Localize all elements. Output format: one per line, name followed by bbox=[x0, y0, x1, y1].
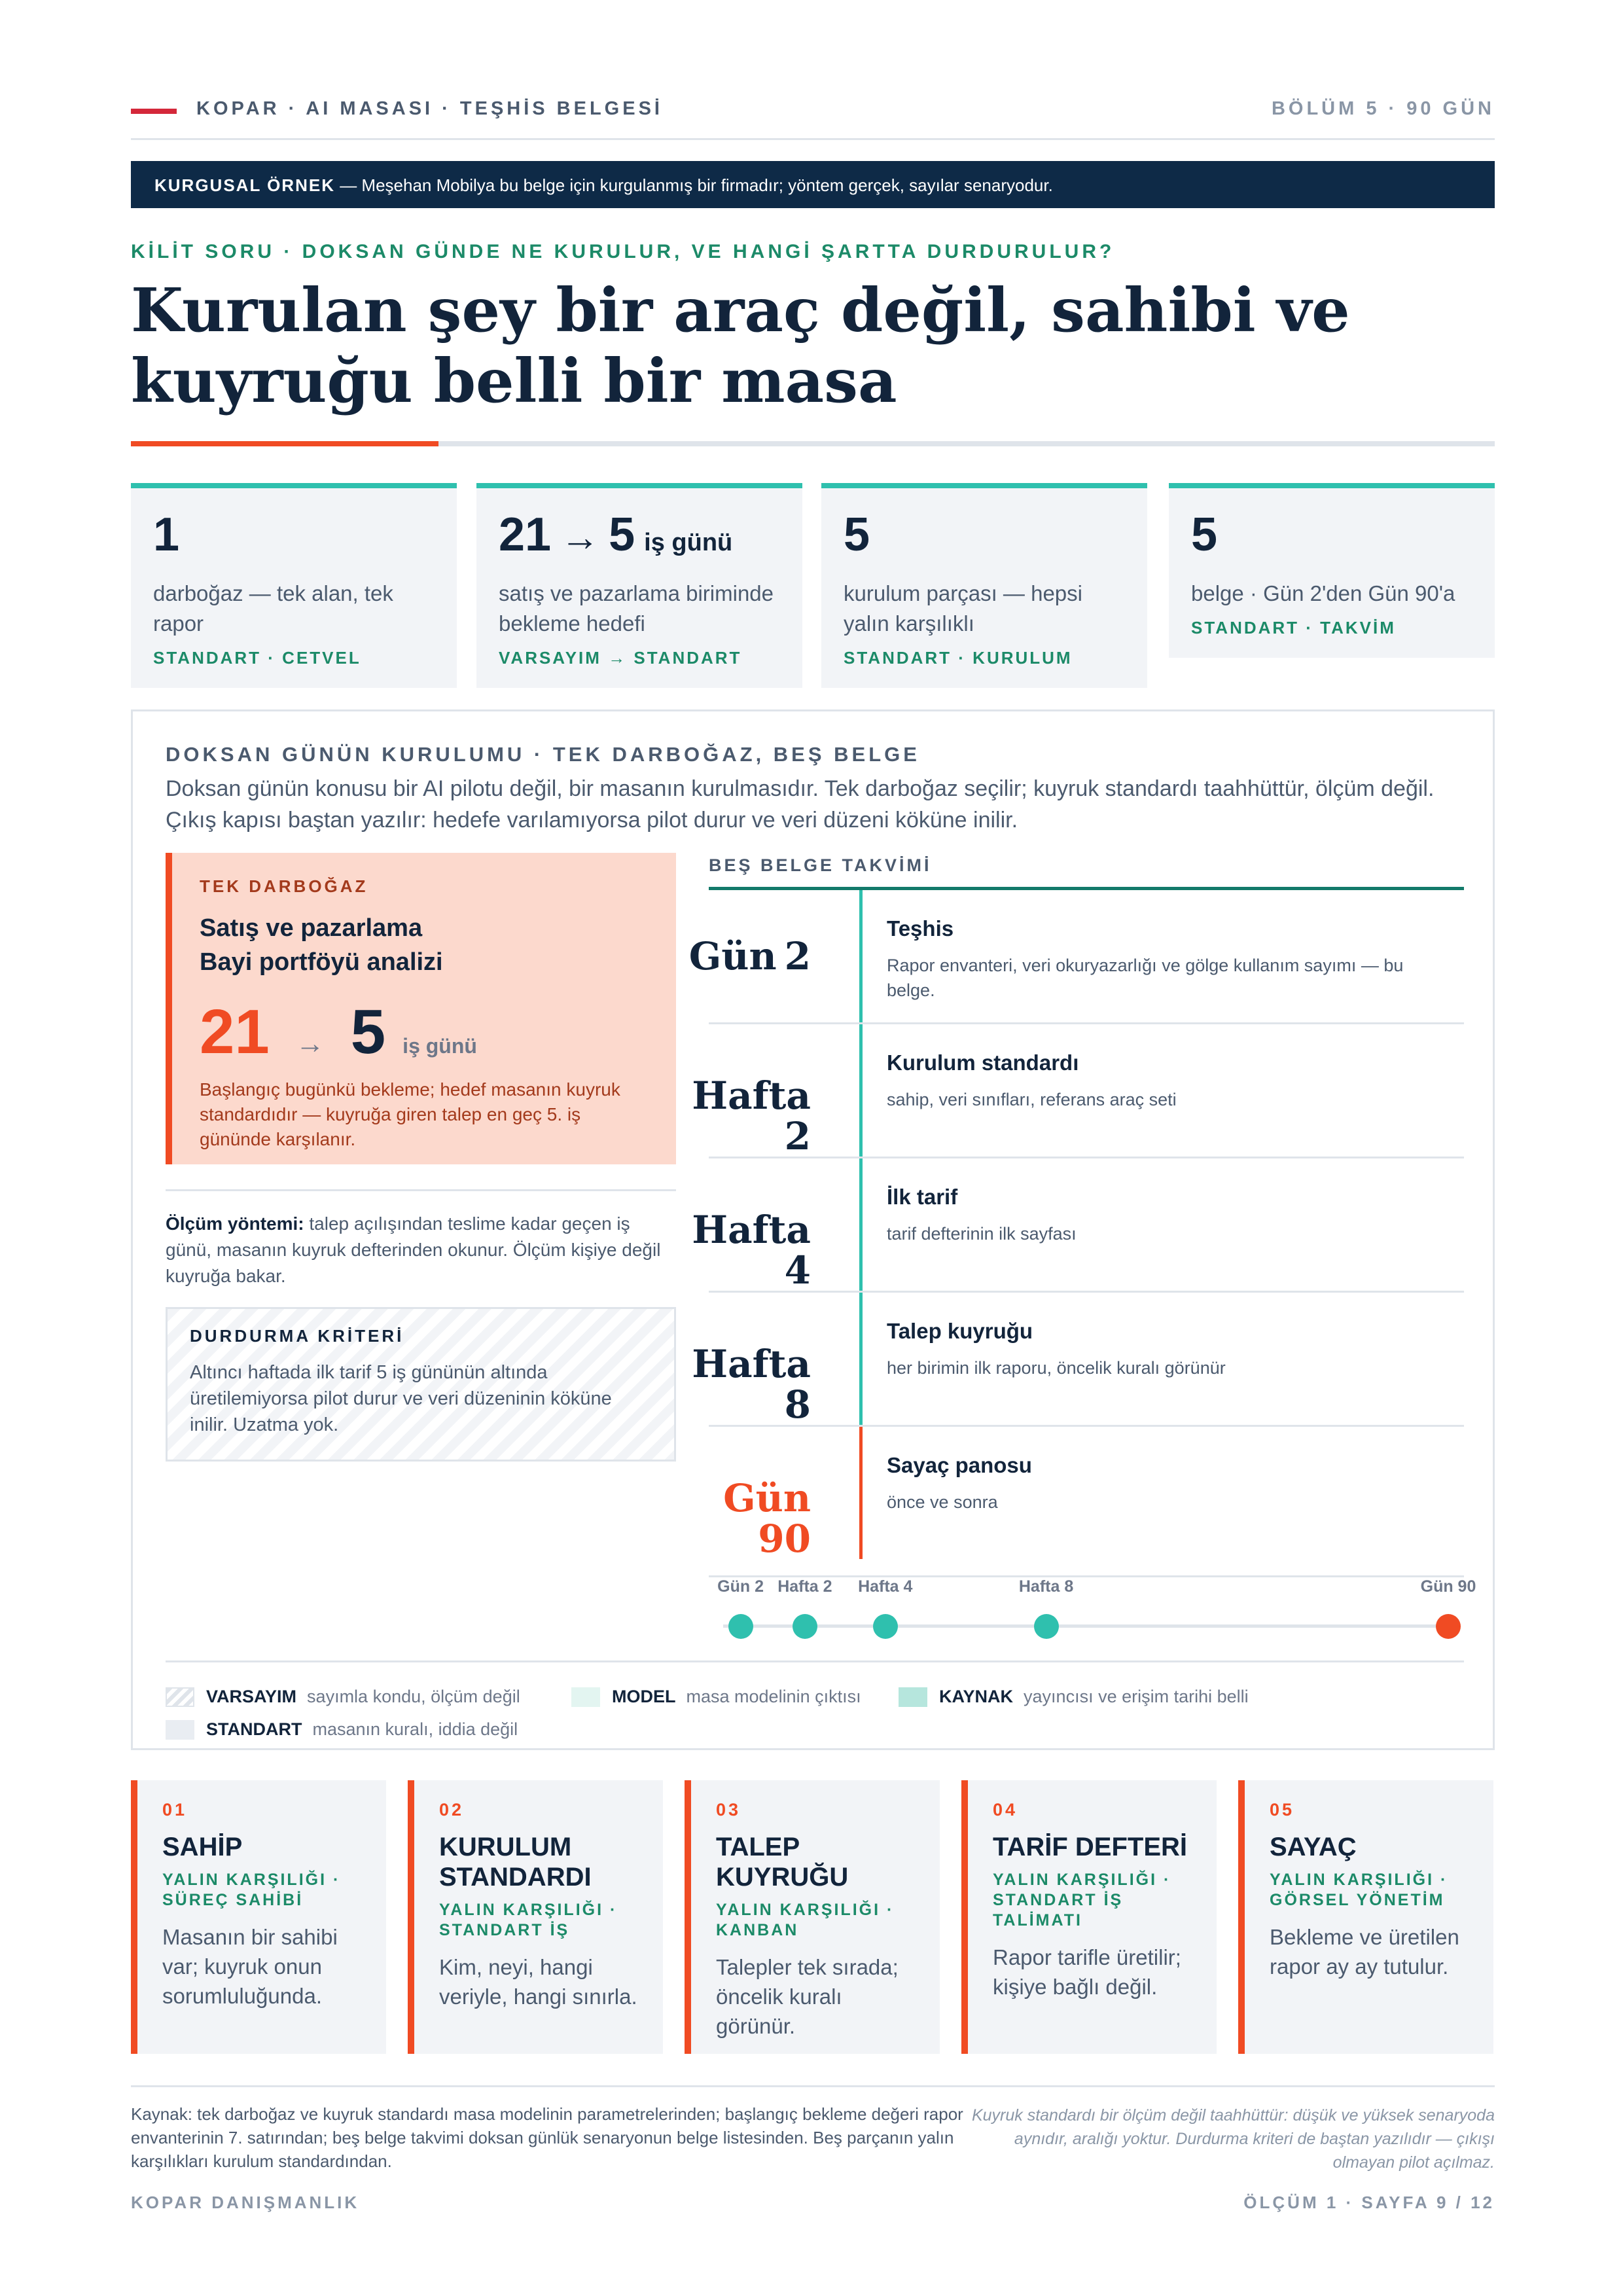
legend-rule bbox=[166, 1660, 1464, 1662]
card-title: TALEP KUYRUĞU bbox=[716, 1833, 849, 1892]
legend-item-standart bbox=[166, 1719, 518, 1740]
calendar-label: BEŞ BELGE TAKVİMİ bbox=[709, 855, 932, 875]
card-body: Masanın bir sahibi var; kuyruk onun sorumluluğunda. bbox=[162, 1925, 338, 2008]
title-rule bbox=[131, 441, 1495, 446]
timeline-tick-label: Hafta 2 bbox=[777, 1577, 832, 1596]
card-lean-equivalent: YALIN KARŞILIĞI · STANDART İŞ TALİMATI bbox=[993, 1871, 1171, 1929]
measurement-method bbox=[166, 1189, 676, 1289]
calendar-when: Gün 2 bbox=[688, 934, 811, 978]
card-title: SAYAÇ bbox=[1270, 1833, 1357, 1861]
stat-number: 1 bbox=[153, 509, 180, 561]
calendar-content bbox=[887, 1185, 1443, 1246]
calendar-row bbox=[692, 1158, 1464, 1293]
card-number: 04 bbox=[993, 1800, 1018, 1820]
setup-card-recipe-book bbox=[961, 1780, 1217, 2054]
legend-swatch bbox=[899, 1687, 927, 1707]
card-body: Kim, neyi, hangi veriyle, hangi sınırla. bbox=[439, 1955, 637, 2009]
timeline-dot bbox=[728, 1614, 753, 1639]
calendar-content bbox=[887, 1319, 1443, 1380]
stat-tag: VARSAYIM → STANDART bbox=[499, 648, 742, 668]
legend-key: STANDART bbox=[206, 1719, 302, 1739]
card-lean-equivalent: YALIN KARŞILIĞI · KANBAN bbox=[716, 1901, 895, 1939]
card-body: Rapor tarifle üretilir; kişiye bağlı değil. bbox=[993, 1945, 1181, 1999]
timeline-tick-label: Hafta 8 bbox=[1018, 1577, 1074, 1596]
bottleneck-card bbox=[166, 853, 676, 1164]
legend-key: VARSAYIM bbox=[206, 1687, 297, 1706]
card-title: SAHİP bbox=[162, 1833, 243, 1861]
stat-card-documents bbox=[1169, 483, 1495, 658]
stop-label: DURDURMA KRİTERİ bbox=[190, 1326, 404, 1346]
panel-heading: DOKSAN GÜNÜN KURULUMU · TEK DARBOĞAZ, BEŞ BELGE bbox=[166, 743, 920, 766]
calendar-content bbox=[887, 916, 1443, 1003]
stat-number: 5 bbox=[844, 509, 870, 561]
notice-text: — Meşehan Mobilya bu belge için kurgulanmış bir firmadır; yöntem gerçek, sayılar senaryodur. bbox=[334, 175, 1053, 195]
arrow-right-icon: → bbox=[560, 515, 600, 559]
stat-number-from: 21 bbox=[499, 509, 552, 561]
legend-item-model bbox=[571, 1687, 861, 1707]
card-body: Talepler tek sırada; öncelik kuralı görünür. bbox=[716, 1955, 899, 2038]
card-lean-equivalent: YALIN KARŞILIĞI · GÖRSEL YÖNETİM bbox=[1270, 1871, 1448, 1909]
legend-key: KAYNAK bbox=[939, 1687, 1014, 1706]
legend-item-kaynak bbox=[899, 1687, 1249, 1707]
brand-accent-bar bbox=[131, 109, 177, 114]
calendar-when: Hafta 2 bbox=[692, 1073, 811, 1158]
measurement-text: talep açılışından teslime kadar geçen iş günü, masanın kuyruk defterinden okunur. Ölçüm kişiye değil kuyruğa bakar. bbox=[166, 1213, 661, 1286]
card-number: 05 bbox=[1270, 1800, 1295, 1820]
calendar-when: Gün 90 bbox=[723, 1476, 811, 1561]
stat-description: belge · Gün 2'den Gün 90'a bbox=[1191, 581, 1455, 605]
timeline-tick-label: Gün 2 bbox=[717, 1577, 764, 1596]
key-question: KİLİT SORU · DOKSAN GÜNDE NE KURULUR, VE HANGİ ŞARTTA DURDURULUR? bbox=[131, 241, 1115, 262]
legend-text: sayımla kondu, ölçüm değil bbox=[307, 1687, 520, 1706]
calendar-bar bbox=[859, 1158, 863, 1291]
legend-text: masa modelinin çıktısı bbox=[686, 1687, 861, 1706]
calendar-when: Hafta 8 bbox=[692, 1342, 811, 1427]
footer-brand: KOPAR DANIŞMANLIK bbox=[131, 2193, 360, 2212]
calendar-desc: sahip, veri sınıfları, referans araç seti bbox=[887, 1090, 1177, 1109]
page-number: ÖLÇÜM 1 · SAYFA 9 / 12 bbox=[1243, 2193, 1495, 2212]
notice-label: KURGUSAL ÖRNEK bbox=[154, 175, 335, 195]
bottleneck-target bbox=[200, 996, 649, 1068]
document-brand: KOPAR · AI MASASI · TEŞHİS BELGESİ bbox=[196, 98, 663, 119]
calendar-desc: önce ve sonra bbox=[887, 1492, 998, 1512]
footer-rule bbox=[131, 2085, 1495, 2087]
panel-intro: Doksan günün konusu bir AI pilotu değil, bir masanın kurulmasıdır. Tek darboğaz seçilir; kuyruk standardı taahhüttür, ölçüm değil. Çıkış kapısı baştan yazılır: hedefe varılamıyorsa pilot durur ve veri düzeni köküne inilir. bbox=[166, 776, 1435, 833]
calendar-title: Talep kuyruğu bbox=[887, 1319, 1033, 1343]
calendar-content bbox=[887, 1453, 1443, 1515]
stat-number: 5 bbox=[1191, 509, 1218, 561]
calendar-when: Hafta 4 bbox=[692, 1208, 811, 1293]
timeline-tick-label: Gün 90 bbox=[1420, 1577, 1476, 1596]
timeline-dot bbox=[873, 1614, 898, 1639]
section-label: BÖLÜM 5 · 90 GÜN bbox=[1271, 98, 1495, 119]
stat-value bbox=[153, 508, 435, 568]
setup-card-queue bbox=[685, 1780, 940, 2054]
calendar-row bbox=[692, 1293, 1464, 1427]
timeline-line bbox=[723, 1624, 1450, 1628]
calendar-bar bbox=[859, 1024, 863, 1157]
card-number: 02 bbox=[439, 1800, 465, 1820]
bottleneck-report-name: Bayi portföyü analizi bbox=[200, 948, 443, 976]
card-number: 01 bbox=[162, 1800, 188, 1820]
timeline-dot bbox=[1034, 1614, 1059, 1639]
legend-item-varsayim bbox=[166, 1687, 520, 1707]
stat-card-setup-parts bbox=[821, 483, 1147, 688]
footer-side-note: Kuyruk standardı bir ölçüm değil taahhüttür: düşük ve yüksek senaryoda aynıdır, aralığı yoktur. Durdurma kriteri de baştan yazılıdır — çıkışı olmayan pilot açılmaz. bbox=[971, 2106, 1495, 2172]
wait-unit: iş günü bbox=[402, 1034, 477, 1058]
stat-number-to: 5 bbox=[609, 509, 635, 561]
card-body: Bekleme ve üretilen rapor ay ay tutulur. bbox=[1270, 1925, 1459, 1979]
stat-tag: STANDART · CETVEL bbox=[153, 648, 361, 668]
setup-card-owner bbox=[131, 1780, 386, 2054]
fiction-notice bbox=[131, 161, 1495, 208]
calendar-desc: tarif defterinin ilk sayfası bbox=[887, 1224, 1077, 1244]
legend-text: yayıncısı ve erişim tarihi belli bbox=[1024, 1687, 1249, 1706]
title-rule-accent bbox=[131, 441, 438, 446]
timeline bbox=[709, 1575, 1476, 1641]
arrow-right-icon: → bbox=[295, 1028, 325, 1060]
calendar-row bbox=[692, 1024, 1464, 1158]
stat-description: satış ve pazarlama biriminde bekleme hedefi bbox=[499, 581, 774, 636]
page-header bbox=[131, 98, 1495, 140]
legend-swatch bbox=[571, 1687, 600, 1707]
bottleneck-label: TEK DARBOĞAZ bbox=[200, 876, 368, 896]
page-title: Kurulan şey bir araç değil, sahibi ve kuyruğu belli bir masa bbox=[131, 275, 1350, 416]
calendar-title: İlk tarif bbox=[887, 1185, 958, 1209]
legend-key: MODEL bbox=[612, 1687, 676, 1706]
calendar-desc: her birimin ilk raporu, öncelik kuralı görünür bbox=[887, 1358, 1226, 1378]
stat-description: kurulum parçası — hepsi yalın karşılıklı bbox=[844, 581, 1082, 636]
stat-value bbox=[844, 508, 1125, 568]
calendar-bar bbox=[859, 890, 863, 1022]
timeline-tick-label: Hafta 4 bbox=[858, 1577, 913, 1596]
calendar-bar bbox=[859, 1427, 863, 1559]
stat-tag: STANDART · TAKVİM bbox=[1191, 618, 1396, 637]
bottleneck-unit-name: Satış ve pazarlama bbox=[200, 914, 423, 942]
stop-criterion bbox=[166, 1307, 676, 1462]
stat-value bbox=[499, 508, 780, 568]
card-number: 03 bbox=[716, 1800, 741, 1820]
stat-value bbox=[1191, 508, 1472, 568]
measurement-label: Ölçüm yöntemi: bbox=[166, 1213, 304, 1234]
card-lean-equivalent: YALIN KARŞILIĞI · SÜREÇ SAHİBİ bbox=[162, 1871, 341, 1909]
calendar-row bbox=[709, 1427, 1464, 1561]
stat-tag: STANDART · KURULUM bbox=[844, 648, 1073, 668]
stat-description: darboğaz — tek alan, tek rapor bbox=[153, 581, 393, 636]
timeline-dot bbox=[793, 1614, 817, 1639]
calendar-title: Teşhis bbox=[887, 916, 954, 941]
document-calendar bbox=[688, 887, 1464, 1561]
source-note: Kaynak: tek darboğaz ve kuyruk standardı masa modelinin parametrelerinden; başlangıç bekleme değeri rapor envanterinin 7. satırından; beş belge takvimi doksan günlük senaryonun belge listesinden. Beş parçanın yalın karşılıkları kurulum standardından. bbox=[131, 2104, 963, 2171]
calendar-title: Sayaç panosu bbox=[887, 1453, 1032, 1477]
card-title: KURULUM STANDARDI bbox=[439, 1833, 592, 1892]
setup-card-counter bbox=[1238, 1780, 1493, 2054]
legend-swatch bbox=[166, 1687, 194, 1707]
wait-target: 5 bbox=[350, 997, 386, 1067]
calendar-title: Kurulum standardı bbox=[887, 1050, 1079, 1075]
calendar-row bbox=[688, 890, 1464, 1024]
bottleneck-name bbox=[200, 911, 649, 979]
bottleneck-note: Başlangıç bugünkü bekleme; hedef masanın kuyruk standardıdır — kuyruğa giren talep en geç 5. iş gününde karşılanır. bbox=[200, 1079, 620, 1149]
wait-baseline: 21 bbox=[200, 997, 270, 1067]
card-title: TARİF DEFTERİ bbox=[993, 1833, 1188, 1861]
stat-card-bottleneck bbox=[131, 483, 457, 688]
stat-unit: iş günü bbox=[644, 529, 733, 556]
stat-card-wait-target bbox=[476, 483, 802, 688]
timeline-dot bbox=[1436, 1614, 1461, 1639]
card-lean-equivalent: YALIN KARŞILIĞI · STANDART İŞ bbox=[439, 1901, 618, 1939]
setup-card-standard bbox=[408, 1780, 663, 2054]
legend-text: masanın kuralı, iddia değil bbox=[312, 1719, 518, 1739]
calendar-bar bbox=[859, 1293, 863, 1425]
ninety-day-setup-panel bbox=[131, 709, 1495, 1750]
legend-swatch bbox=[166, 1720, 194, 1740]
calendar-desc: Rapor envanteri, veri okuryazarlığı ve gölge kullanım sayımı — bu belge. bbox=[887, 956, 1404, 1000]
calendar-content bbox=[887, 1050, 1443, 1112]
stop-text: Altıncı haftada ilk tarif 5 iş gününün altında üretilemiyorsa pilot durur ve veri düzeninin köküne inilir. Uzatma yok. bbox=[190, 1362, 612, 1435]
